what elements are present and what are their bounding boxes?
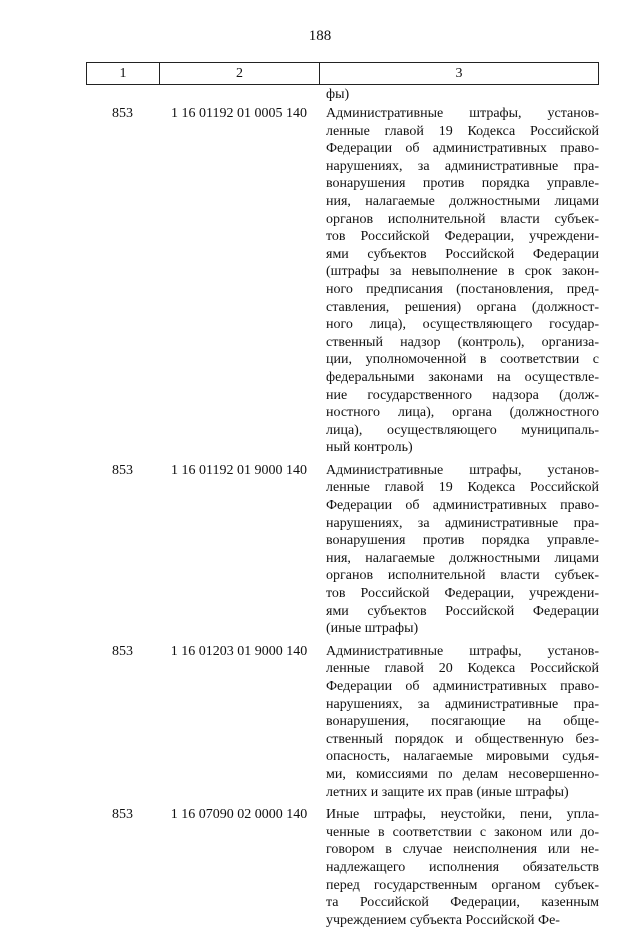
description-line: вонарушения против порядка управле-	[326, 533, 599, 549]
header-col-1: 1	[87, 63, 160, 84]
description-line: Федерации об административных право-	[326, 498, 599, 514]
description-line: ственный надзор (контроль), организа-	[326, 334, 599, 350]
description-cell	[326, 462, 599, 638]
description-line: вонарушения, посягающие на обще-	[326, 714, 599, 730]
table-header-row	[86, 62, 599, 85]
table-row	[86, 643, 599, 801]
description-line: ями субъектов Российской Федерации	[326, 246, 599, 262]
description-line: ния, налагаемые должностными лицами	[326, 193, 599, 209]
description-line: Иные штрафы, неустойки, пени, упла-	[326, 807, 599, 823]
description-line: Административные штрафы, установ-	[326, 106, 599, 121]
description-line: летних и защите их прав (иные штрафы)	[326, 784, 569, 800]
description-line: надлежащего исполнения обязательств	[326, 859, 599, 875]
kbk-code-cell: 1 16 07090 02 0000 140	[170, 807, 308, 823]
description-line: Федерации об административных право-	[326, 141, 599, 157]
description-line: ставления, решения) органа (должност-	[326, 299, 599, 315]
description-line: ностного лица), органа (должностного	[326, 405, 599, 421]
description-cell	[326, 105, 599, 457]
description-line: тов Российской Федерации, учреждени-	[326, 586, 599, 602]
description-line: лица), осуществляющего муниципаль-	[326, 422, 599, 438]
admin-code-cell: 853	[112, 106, 133, 121]
description-line: ленные главой 20 Кодекса Российской	[326, 661, 599, 677]
description-line: ние государственного надзора (долж-	[326, 387, 599, 403]
description-line: федеральными законами на осуществле-	[326, 369, 599, 385]
description-line: ный контроль)	[326, 440, 413, 456]
description-cell	[326, 643, 599, 801]
description-line: ленные главой 19 Кодекса Российской	[326, 123, 599, 139]
description-line: ченные в соответствии с законом или до-	[326, 824, 599, 840]
description-line: опасность, налагаемые мировыми судья-	[326, 749, 599, 765]
admin-code-cell: 853	[112, 643, 133, 659]
description-line: (иные штрафы)	[326, 621, 419, 637]
admin-code-cell: 853	[112, 462, 133, 478]
description-line: ного предписания (постановления, пред-	[326, 281, 599, 297]
description-line: ленные главой 19 Кодекса Российской	[326, 480, 599, 496]
description-line: нарушениях, за административные пра-	[326, 515, 599, 531]
description-line: говором в случае неисполнения или не-	[326, 842, 599, 858]
description-line: Федерации об административных право-	[326, 679, 599, 694]
admin-code-cell: 853	[112, 807, 133, 823]
description-line: тов Российской Федерации, учреждени-	[326, 229, 599, 245]
kbk-code-cell: 1 16 01203 01 9000 140	[170, 643, 308, 659]
description-line: ции, уполномоченной в соответствии с	[326, 352, 599, 368]
description-line: ственный порядок и общественную без-	[326, 731, 599, 747]
kbk-code-cell: 1 16 01192 01 0005 140	[171, 106, 307, 121]
table-row	[86, 462, 599, 638]
header-col-2: 2	[160, 63, 320, 84]
description-line: нарушениях, за административные пра-	[326, 696, 599, 712]
header-col-3: 3	[455, 66, 463, 81]
description-line: органов исполнительной власти субъек-	[326, 568, 599, 584]
description-line: перед государственным органом субъек-	[326, 877, 599, 893]
continuation-text: фы)	[326, 87, 350, 102]
table-body	[86, 105, 599, 934]
kbk-code-cell: 1 16 01192 01 9000 140	[171, 462, 307, 478]
description-line: Административные штрафы, установ-	[326, 643, 599, 659]
description-line: ного лица), осуществляющего государ-	[326, 317, 599, 333]
description-line: ями субъектов Российской Федерации	[326, 603, 599, 619]
table-row	[86, 105, 599, 457]
description-line: органов исполнительной власти субъек-	[326, 211, 599, 227]
page-number: 188	[308, 28, 332, 44]
description-line: та Российской Федерации, казенным	[326, 895, 599, 911]
table-row	[86, 806, 599, 929]
description-line: ния, налагаемые должностными лицами	[326, 550, 599, 566]
description-line: Административные штрафы, установ-	[326, 462, 599, 478]
description-line: ми, комиссиями по делам несовершенно-	[326, 766, 599, 782]
description-line: учреждением субъекта Российской Фе-	[326, 912, 560, 928]
description-line: вонарушения против порядка управле-	[326, 176, 599, 192]
description-cell	[326, 806, 599, 929]
description-line: нарушениях, за административные пра-	[326, 158, 599, 174]
description-line: (штрафы за невыполнение в срок закон-	[326, 264, 599, 280]
